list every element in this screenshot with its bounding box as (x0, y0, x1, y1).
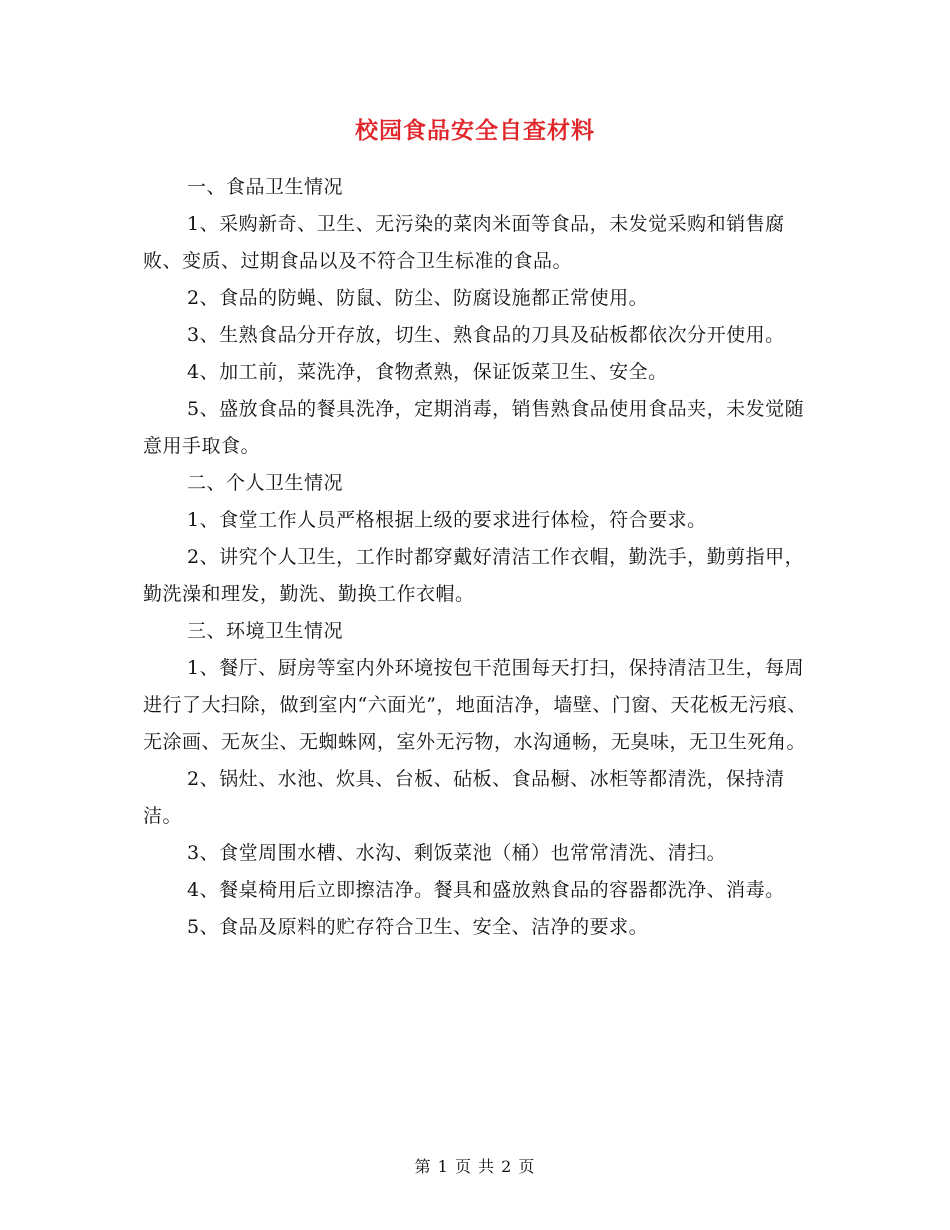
section-heading-personal-hygiene: 二、个人卫生情况 (187, 472, 344, 494)
paragraph: 4、加工前，菜洗净，食物煮熟，保证饭菜卫生、安全。 (187, 361, 668, 383)
paragraph: 2、讲究个人卫生，工作时都穿戴好清洁工作衣帽，勤洗手，勤剪指甲，勤洗澡和理发，勤洗、勤换工作衣帽。 (143, 546, 805, 605)
section-heading-environment-hygiene: 三、环境卫生情况 (187, 620, 344, 642)
paragraph: 3、生熟食品分开存放，切生、熟食品的刀具及砧板都依次分开使用。 (187, 324, 785, 346)
paragraph: 1、餐厅、厨房等室内外环境按包干范围每天打扫，保持清洁卫生，每周进行了大扫除，做到室内“六面光”，地面洁净，墙壁、门窗、天花板无污痕、无涂画、无灰尘、无蜘蛛网，室外无污物，水沟通畅，无臭味，无卫生死角。 (143, 657, 807, 753)
paragraph: 2、食品的防蝇、防鼠、防尘、防腐设施都正常使用。 (187, 287, 649, 309)
paragraph: 4、餐桌椅用后立即擦洁净。餐具和盛放熟食品的容器都洗净、消毒。 (187, 879, 785, 901)
document-body (143, 169, 808, 946)
paragraph: 2、锅灶、水池、炊具、台板、砧板、食品橱、冰柜等都清洗，保持清洁。 (143, 768, 785, 827)
section-heading-food-hygiene: 一、食品卫生情况 (187, 176, 344, 198)
paragraph: 3、食堂周围水槽、水沟、剩饭菜池（桶）也常常清洗、清扫。 (187, 842, 727, 864)
paragraph: 5、食品及原料的贮存符合卫生、安全、洁净的要求。 (187, 916, 649, 938)
paragraph: 1、采购新奇、卫生、无污染的菜肉米面等食品，未发觉采购和销售腐败、变质、过期食品以及不符合卫生标准的食品。 (143, 213, 785, 272)
page-number-footer: 第 1 页 共 2 页 (414, 1157, 536, 1176)
paragraph: 1、食堂工作人员严格根据上级的要求进行体检，符合要求。 (187, 509, 707, 531)
paragraph: 5、盛放食品的餐具洗净，定期消毒，销售熟食品使用食品夹，未发觉随意用手取食。 (143, 398, 805, 457)
document-title: 校园食品安全自查材料 (355, 118, 595, 144)
